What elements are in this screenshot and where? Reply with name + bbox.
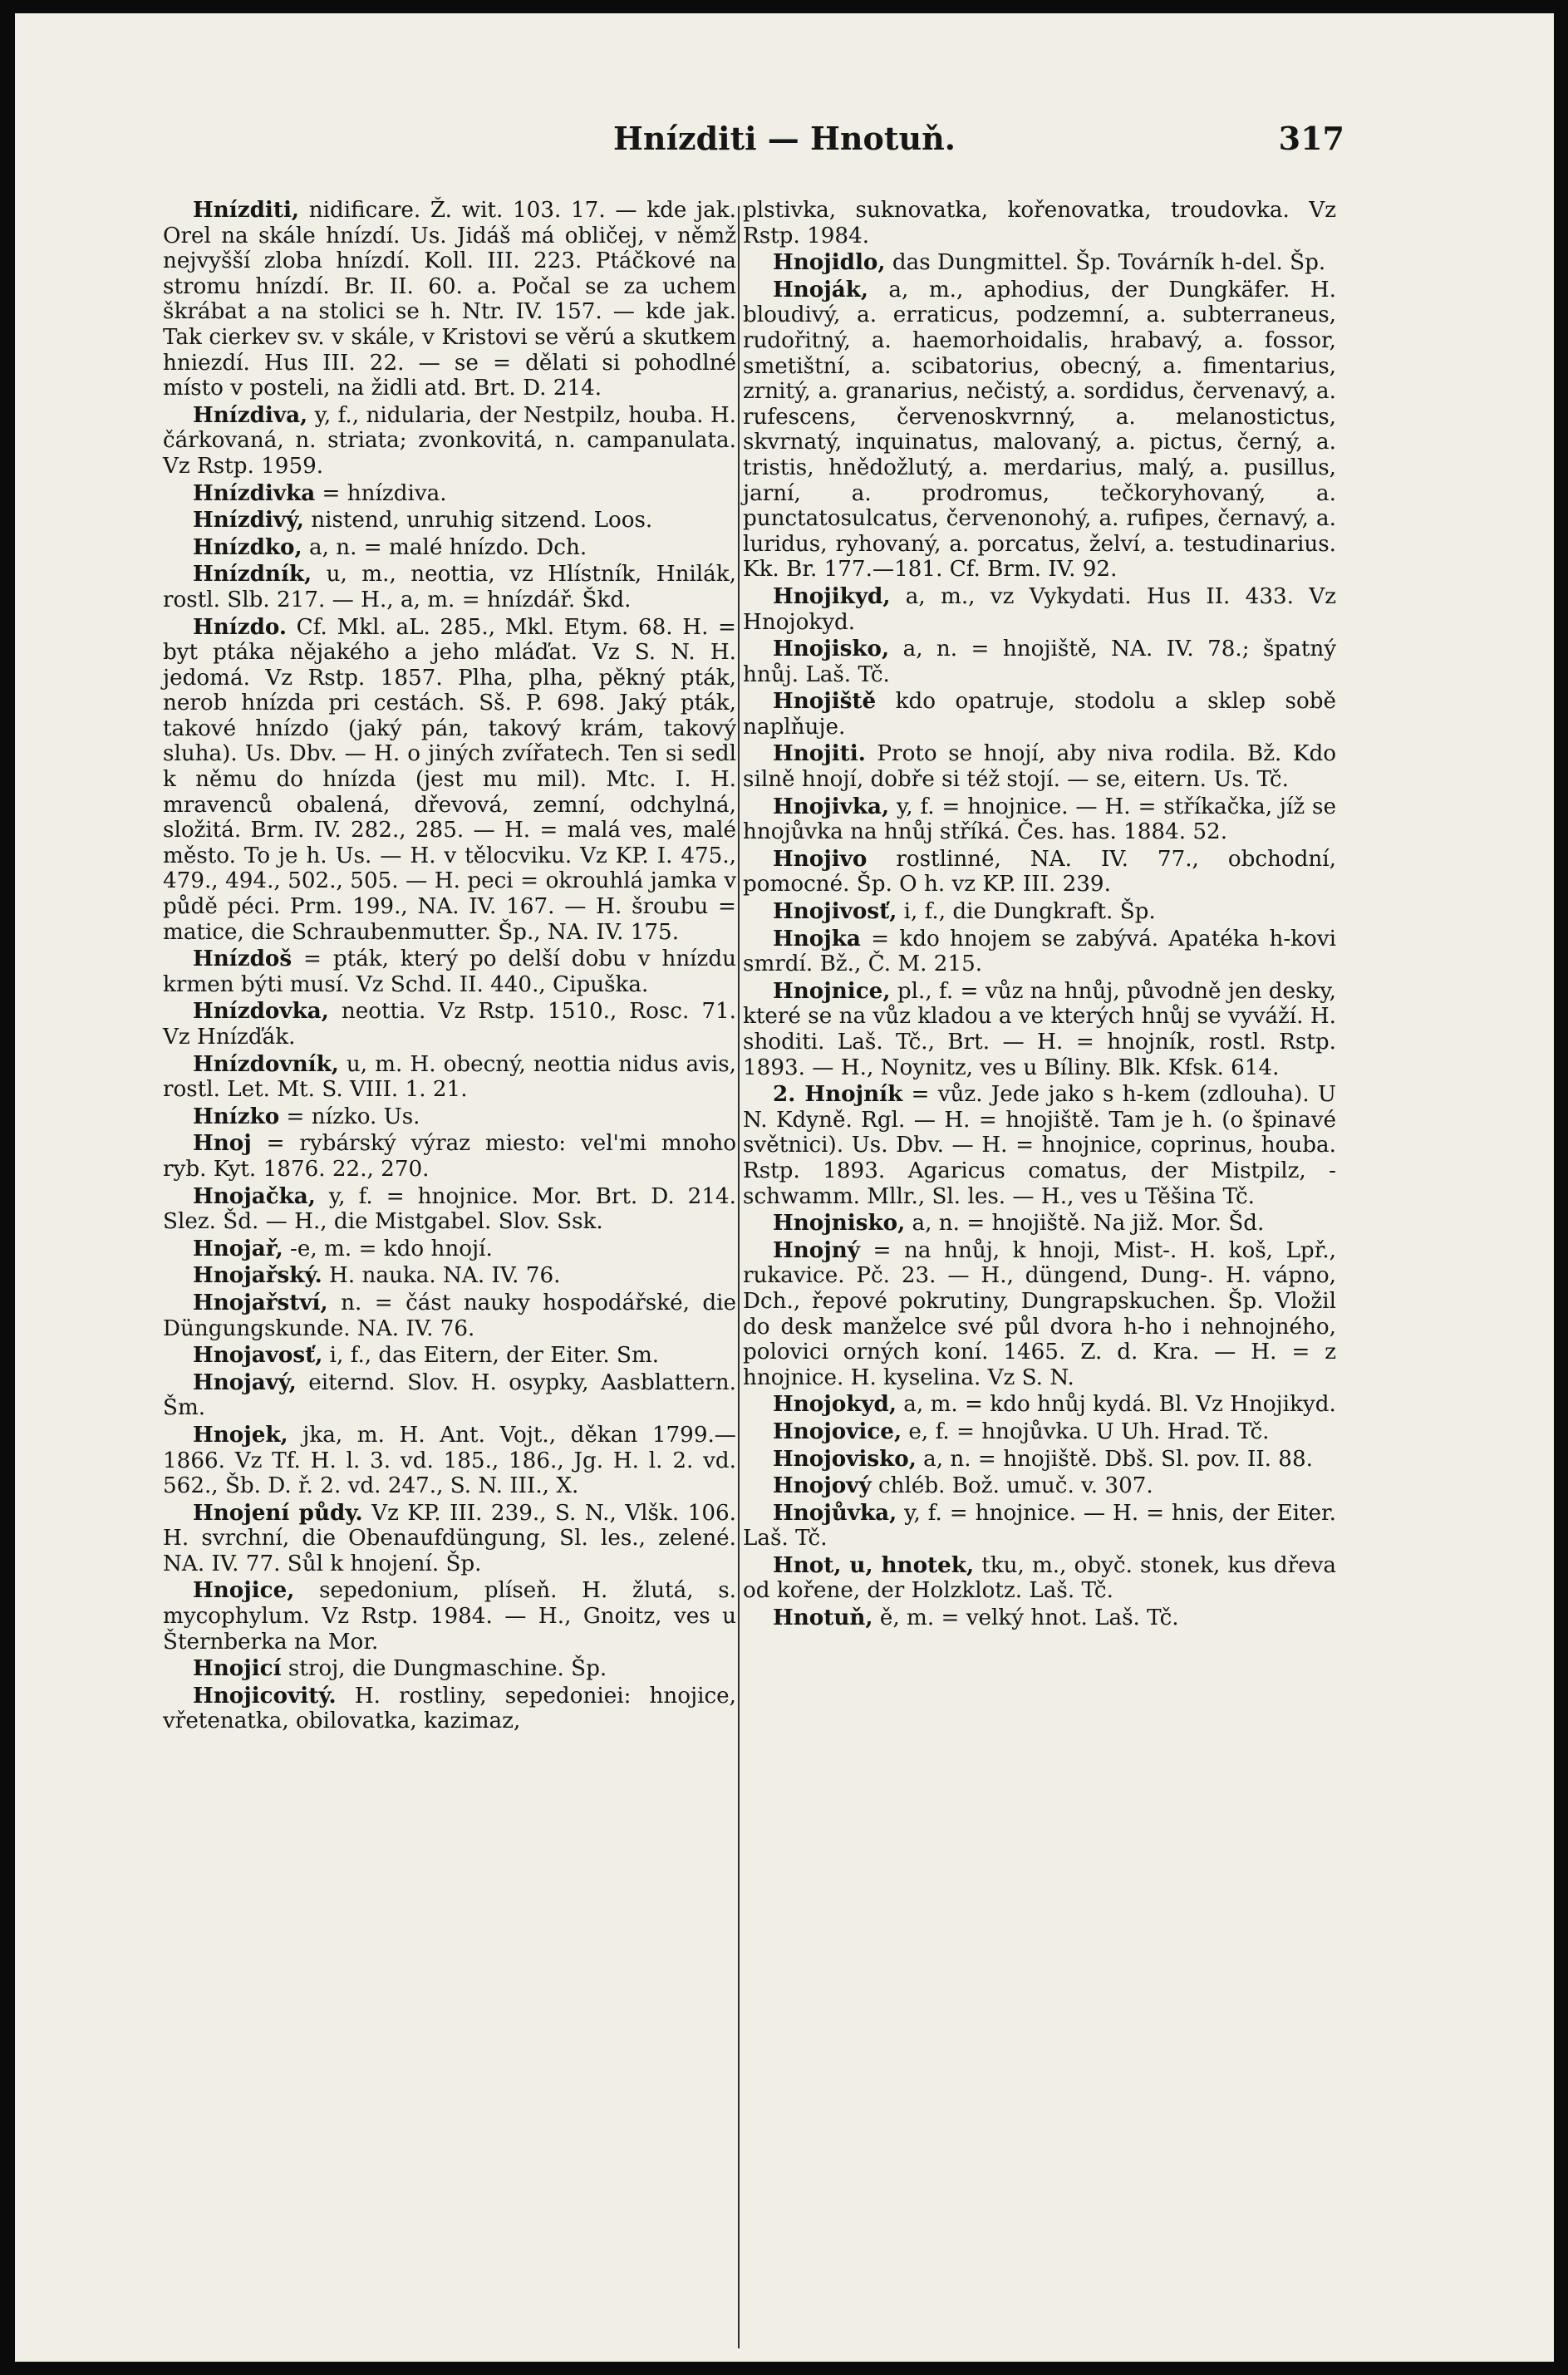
entry-headword: Hnojnisko, xyxy=(773,1210,906,1237)
entry-headword: Hnojicí xyxy=(193,1655,282,1682)
entry-headword: Hnojavý, xyxy=(193,1369,297,1395)
entry-headword: Hnot, u, hnotek, xyxy=(773,1551,975,1578)
entry-headword: Hnojovisko, xyxy=(773,1445,917,1472)
entry-headword: Hnojidlo, xyxy=(773,249,886,276)
entry-text: a, n. = malé hnízdo. Dch. xyxy=(302,534,587,560)
dictionary-entry xyxy=(743,689,1336,740)
column-divider xyxy=(738,206,740,2348)
entry-headword: Hnotuň, xyxy=(773,1605,873,1631)
entry-text: a, n. = hnojiště. Dbš. Sl. pov. II. 88. xyxy=(916,1446,1313,1472)
entry-headword: Hnojokyd, xyxy=(773,1391,897,1418)
entry-text: plstivka, suknovatka, kořenovatka, troudovka. Vz Rstp. 1984. xyxy=(743,198,1336,248)
entry-headword: Hnízdoš xyxy=(193,946,292,972)
entry-headword: Hnojnice, xyxy=(773,977,891,1004)
dictionary-entry xyxy=(743,927,1336,977)
entry-headword: Hnojavosť, xyxy=(193,1342,323,1369)
entry-headword: Hnojivka, xyxy=(773,793,890,819)
entry-headword: Hnízdivka xyxy=(193,479,316,506)
entry-text: y, f. = hnojnice. — H. = hnis, der Eiter. Laš. Tč. xyxy=(743,1500,1336,1551)
dictionary-entry xyxy=(163,1184,736,1235)
entry-headword: Hnízdník, xyxy=(193,561,312,588)
entry-text: -e, m. = kdo hnojí. xyxy=(283,1236,493,1261)
entry-text: Proto se hnojí, aby niva rodila. Bž. Kdo silně hnojí, dobře si též stojí. — se, eitern. Us. Tč. xyxy=(743,741,1336,793)
entry-text: H. rostliny, sepedoniei: hnojice, vřetenatka, obilovatka, kazimaz, xyxy=(163,1683,736,1734)
dictionary-entry xyxy=(163,508,736,534)
dictionary-entry xyxy=(163,1131,736,1182)
dictionary-entry xyxy=(163,403,736,479)
entry-headword: Hnízdivý, xyxy=(193,507,304,534)
dictionary-entry xyxy=(163,481,736,507)
dictionary-entry xyxy=(163,615,736,946)
dictionary-entry xyxy=(743,1473,1336,1499)
entry-headword: Hnojařský. xyxy=(193,1262,322,1289)
entry-headword: Hnojivo xyxy=(773,845,868,872)
entry-headword: 2. Hnojník xyxy=(773,1081,903,1108)
entry-headword: Hnojůvka, xyxy=(773,1499,897,1526)
entry-text: nidificare. Ž. wit. 103. 17. — kde jak. Orel na skále hnízdí. Us. Jidáš má obličej, v němž nejvyšší zloba hnízdí. Koll. III. 223. Ptáčkové na stromu hnízdí. Br. II. 60. a. Počal se za uchem škrábat a na stolici se h. Ntr. IV. 157. — kde jak. Tak cierkev sv. v skále, v Kristovi se věrú a skutkem hniezdí. Hus III. 22. — se = dělati si pohodlné místo v posteli, na židli atd. Brt. D. 214. xyxy=(163,198,736,401)
entry-text: a, m., aphodius, der Dungkäfer. H. bloudivý, a. erraticus, podzemní, a. subterraneus, rudořitný, a. haemorhoidalis, hrabavý, a. fossor, smetištní, a. scibatorius, obecný, a. fimentarius, zrnitý, a. granarius, nečistý, a. sordidus, červenavý, a. rufescens, červenoskvrnný, a. melanostictus, skvrnatý, inquinatus, malovaný, a. pictus, černý, a. tristis, hnědožlutý, a. merdarius, malý, a. pusillus, jarní, a. prodromus, tečkoryhovaný, a. punctatosulcatus, červenonohý, a. rufipes, černavý, a. luridus, ryhovaný, a. porcatus, želví, a. testudinarius. Kk. Br. 177.—181. Cf. Brm. IV. 92. xyxy=(743,277,1336,583)
entry-text: y, f., nidularia, der Nestpilz, houba. H. čárkovaná, n. striata; zvonkovitá, n. campanulata. Vz Rstp. 1959. xyxy=(163,402,736,479)
entry-text: jka, m. H. Ant. Vojt., děkan 1799.—1866. Vz Tf. H. l. 3. vd. 185., 186., Jg. H. l. 2. vd. 562., Šb. D. ř. 2. vd. 247., S. N. III., X. xyxy=(163,1422,736,1499)
right-column xyxy=(743,198,1336,1633)
entry-text: u, m., neottia, vz Hlístník, Hnilák, rostl. Slb. 217. — H., a, m. = hnízdář. Škd. xyxy=(163,562,736,612)
entry-headword: Hnízdovník, xyxy=(193,1050,339,1077)
entry-text: y, f. = hnojnice. Mor. Brt. D. 214. Slez. Šd. — H., die Mistgabel. Slov. Ssk. xyxy=(163,1183,736,1235)
left-column xyxy=(163,198,736,1736)
entry-headword: Hnízko xyxy=(193,1103,280,1129)
dictionary-entry xyxy=(743,1419,1336,1445)
entry-text: u, m. H. obecný, neottia nidus avis, rostl. Let. Mt. S. VIII. 1. 21. xyxy=(163,1051,736,1103)
entry-text: das Dungmittel. Šp. Továrník h-del. Šp. xyxy=(885,250,1326,276)
dictionary-entry xyxy=(743,637,1336,687)
dictionary-page xyxy=(15,13,1554,2362)
entry-text: Vz KP. III. 239., S. N., Vlšk. 106. H. svrchní, die Obenaufdüngung, Sl. les., zelené. NA. IV. 77. Sůl k hnojení. Šp. xyxy=(163,1500,736,1576)
dictionary-entry xyxy=(163,1370,736,1421)
dictionary-entry xyxy=(743,1211,1336,1237)
entry-text: i, f., die Dungkraft. Šp. xyxy=(897,899,1156,925)
entry-text: = nízko. Us. xyxy=(279,1104,420,1129)
dictionary-entry xyxy=(743,1501,1336,1551)
dictionary-entry xyxy=(743,979,1336,1080)
entry-text: rostlinné, NA. IV. 77., obchodní, pomocné. Šp. O h. vz KP. III. 239. xyxy=(743,846,1336,897)
entry-text: a, n. = hnojiště. Na již. Mor. Šd. xyxy=(905,1211,1265,1237)
entry-headword: Hnojice, xyxy=(193,1577,295,1604)
entry-text: sepedonium, plíseň. H. žlutá, s. mycophylum. Vz Rstp. 1984. — H., Gnoitz, ves u Šternberka na Mor. xyxy=(163,1578,736,1655)
dictionary-entry xyxy=(743,1392,1336,1418)
entry-headword: Hnoják, xyxy=(773,276,868,302)
dictionary-entry xyxy=(743,899,1336,925)
entry-headword: Hnoj xyxy=(193,1130,252,1157)
dictionary-entry xyxy=(163,1684,736,1734)
entry-headword: Hnojný xyxy=(773,1237,860,1263)
dictionary-entry xyxy=(743,1082,1336,1209)
entry-text: = hnízdiva. xyxy=(315,480,447,506)
dictionary-entry xyxy=(743,1447,1336,1473)
entry-text: e, f. = hnojůvka. U Uh. Hrad. Tč. xyxy=(902,1419,1270,1444)
entry-text: eiternd. Slov. H. osypky, Aasblattern. Šm. xyxy=(163,1369,736,1421)
dictionary-entry xyxy=(163,1237,736,1262)
dictionary-entry xyxy=(743,198,1336,248)
dictionary-entry xyxy=(163,947,736,997)
dictionary-entry xyxy=(743,741,1336,792)
dictionary-entry xyxy=(163,1578,736,1655)
dictionary-entry xyxy=(743,847,1336,897)
entry-headword: Hnojiště xyxy=(773,688,877,715)
entry-text: ě, m. = velký hnot. Laš. Tč. xyxy=(872,1605,1179,1631)
entry-text: kdo opatruje, stodolu a sklep sobě naplňuje. xyxy=(743,689,1336,740)
page-number: 317 xyxy=(1278,120,1344,157)
entry-text: a, m., vz Vykydati. Hus II. 433. Vz Hnojokyd. xyxy=(743,583,1336,635)
entry-text: n. = část nauky hospodářské, die Düngungskunde. NA. IV. 76. xyxy=(163,1290,736,1341)
entry-text: H. nauka. NA. IV. 76. xyxy=(322,1263,561,1289)
dictionary-entry xyxy=(163,1263,736,1289)
entry-headword: Hnojařství, xyxy=(193,1289,328,1315)
dictionary-entry xyxy=(163,1291,736,1341)
dictionary-entry xyxy=(163,198,736,401)
entry-text: nistend, unruhig sitzend. Loos. xyxy=(303,508,653,534)
entry-text: y, f. = hnojnice. — H. = stříkačka, jíž se hnojůvka na hnůj stříká. Čes. has. 1884. 52. xyxy=(743,794,1336,845)
entry-headword: Hnojovice, xyxy=(773,1418,902,1444)
entry-text: a, n. = hnojiště, NA. IV. 78.; špatný hnůj. Laš. Tč. xyxy=(743,637,1336,687)
entry-headword: Hnojový xyxy=(773,1473,872,1499)
entry-headword: Hnízdo. xyxy=(193,613,288,640)
dictionary-entry xyxy=(163,1052,736,1103)
entry-headword: Hnojař, xyxy=(193,1235,283,1261)
dictionary-entry xyxy=(743,1605,1336,1631)
page-title: Hnízditi — Hnotuň. xyxy=(613,120,956,157)
dictionary-entry xyxy=(163,999,736,1050)
dictionary-entry xyxy=(163,562,736,612)
dictionary-entry xyxy=(743,794,1336,845)
entry-headword: Hnojka xyxy=(773,925,861,951)
dictionary-entry xyxy=(163,1656,736,1682)
dictionary-entry xyxy=(743,1238,1336,1391)
running-head xyxy=(15,120,1554,170)
dictionary-entry xyxy=(163,1501,736,1577)
entry-headword: Hnojačka, xyxy=(193,1183,316,1209)
dictionary-entry xyxy=(163,1343,736,1369)
entry-headword: Hnojek, xyxy=(193,1421,288,1448)
dictionary-entry xyxy=(163,1104,736,1130)
entry-headword: Hnojicovitý. xyxy=(193,1682,337,1709)
entry-text: = kdo hnojem se zabývá. Apatéka h-kovi smrdí. Bž., Č. M. 215. xyxy=(743,926,1336,977)
entry-headword: Hnízditi, xyxy=(193,197,300,223)
entry-headword: Hnojikyd, xyxy=(773,583,891,609)
entry-text: pl., f. = vůz na hnůj, původně jen desky, které se na vůz kladou a ve kterých hnůj se vyváží. H. shoditi. Laš. Tč., Brt. — H. = hnojník, rostl. Rstp. 1893. — H., Noynitz, ves u Bíliny. Blk. Kfsk. 614. xyxy=(743,978,1336,1080)
entry-text: chléb. Bož. umuč. v. 307. xyxy=(871,1473,1153,1499)
entry-headword: Hnízdovka, xyxy=(193,998,329,1025)
entry-text: = pták, který po delší dobu v hnízdu krmen býti musí. Vz Schd. II. 440., Cipuška. xyxy=(163,947,736,997)
entry-text: neottia. Vz Rstp. 1510., Rosc. 71. Vz Hnízďák. xyxy=(163,999,736,1050)
dictionary-entry xyxy=(743,250,1336,276)
entry-headword: Hnízdiva, xyxy=(193,401,308,428)
entry-text: i, f., das Eitern, der Eiter. Sm. xyxy=(322,1343,660,1369)
entry-headword: Hnojivosť, xyxy=(773,898,897,925)
dictionary-entry xyxy=(743,1553,1336,1604)
entry-text: = na hnůj, k hnoji, Mist-. H. koš, Lpř., rukavice. Pč. 23. — H., düngend, Dung-. H. vápno, Dch., řepové pokrutiny, Dungrapskuchen. Šp. Vložil do desk manželce své půl dvora h-ho i nehnojného, polovici orných koní. 1465. Z. d. Kra. — H. = z hnojnice. H. kyselina. Vz S. N. xyxy=(743,1237,1336,1390)
entry-text: stroj, die Dungmaschine. Šp. xyxy=(281,1656,607,1682)
entry-headword: Hnojisko, xyxy=(773,636,890,662)
entry-headword: Hnojení půdy. xyxy=(193,1499,363,1526)
dictionary-entry xyxy=(743,278,1336,583)
entry-text: Cf. Mkl. aL. 285., Mkl. Etym. 68. H. = byt ptáka nějakého a jeho mláďat. Vz S. N. H. jedomá. Vz Rstp. 1857. Plha, plha, pěkný pták, nerob hnízda pri cestách. Sš. P. 698. Jaký pták, takové hnízdo (jaký pán, takový krám, takový sluha). Us. Dbv. — H. o jiných zvířatech. Ten si sedl k němu do hnízda (jest mu mil). Mtc. I. H. mravenců obalená, dřevová, zemní, odchylná, složitá. Brm. IV. 282., 285. — H. = malá ves, malé město. To je h. Us. — H. v tělocviku. Vz KP. I. 475., 479., 494., 502., 505. — H. peci = okrouhlá jamka v půdě péci. Prm. 199., NA. IV. 167. — H. šroubu = matice, die Schraubenmutter. Šp., NA. IV. 175. xyxy=(163,614,736,945)
dictionary-entry xyxy=(163,1423,736,1499)
dictionary-entry xyxy=(163,535,736,561)
entry-headword: Hnízdko, xyxy=(193,534,302,560)
entry-text: = vůz. Jede jako s h-kem (zdlouha). U N. Kdyně. Rgl. — H. = hnojiště. Tam je h. (o špinavé světnici). Us. Dbv. — H. = hnojnice, coprinus, houba. Rstp. 1893. Agaricus comatus, der Mistpilz, -schwamm. Mllr., Sl. les. — H., ves u Těšina Tč. xyxy=(743,1082,1337,1209)
entry-headword: Hnojiti. xyxy=(773,740,866,767)
entry-text: tku, m., obyč. stonek, kus dřeva od kořene, der Holzklotz. Laš. Tč. xyxy=(743,1552,1337,1604)
dictionary-entry xyxy=(743,584,1336,635)
entry-text: = rybárský výraz miesto: vel'mi mnoho ryb. Kyt. 1876. 22., 270. xyxy=(163,1131,736,1182)
entry-text: a, m. = kdo hnůj kydá. Bl. Vz Hnojikyd. xyxy=(896,1392,1336,1418)
